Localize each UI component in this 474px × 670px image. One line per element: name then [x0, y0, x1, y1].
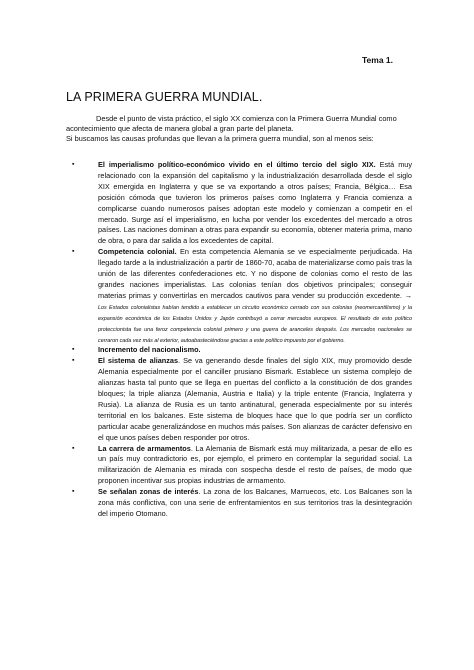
item-label: La carrera de armamentos [98, 443, 191, 453]
topic-number: Tema 1. [362, 55, 394, 65]
list-item [66, 345, 412, 356]
intro-paragraph: Desde el punto de vista práctico, el siglo XX comienza con la Primera Guerra Mundial como acontecimiento que afecta de manera global a gran parte del planeta. [66, 114, 397, 133]
bullet-icon: ▪ [72, 488, 75, 496]
introduction [66, 114, 408, 143]
page-title: LA PRIMERA GUERRA MUNDIAL. [66, 90, 263, 104]
item-text: . Se va generando desde finales del siglo XIX, muy promovido desde Alemania especialmente por el canciller prusiano Bismark. Establece un sistema complejo de alianzas hasta tal punto que se llega en puertas del conflicto a la constitución de dos grandes bloques; la triple alianza (Alemania, Austria e Italia) y la triple entente (Francia, Inglaterra y Rusia). La alianza de Rusia es un tanto antinatural, generada especialmente por su interés territorial en los balcanes. Este sistema de bloques hace que lo que podría ser un conflicto particular acabe generalizándose en muchos más países. Son alianzas de carácter defensivo en el que unos países deben responder por otros. [98, 356, 412, 442]
item-label: Competencia colonial. [98, 247, 177, 257]
list-item [66, 487, 412, 520]
item-text: . La Alemania de Bismark está muy militarizada, a pesar de ello es un país muy contradictorio es, por ejemplo, el primero en contemplar la seguridad social. La militarización de Alemania es mirada con sospecha desde el resto de países, de modo que proponen incentivar sus propias industrias de armamento. [98, 443, 412, 486]
item-note: Los Estados colonialistas habían tendido a establecer un circuito económico cerrado con sus colonias (neomercantilismo) y la expansión económica de los Estados Unidos y Japón contribuyó a cerrar mercados europeos. El resultado de esto político proteccionista fue una feroz competencia colonial primero y una guerra de aranceles después. Los mercados nacionales se cerraron cada vez más al exterior, autoabasteciéndose gracias a este político impuesto por el gobierno. [98, 304, 412, 344]
item-label: Incremento del nacionalismo. [98, 345, 201, 355]
bullet-icon: ▪ [72, 161, 75, 168]
list-item [66, 160, 412, 247]
list-item [66, 356, 412, 443]
bullet-icon: ▪ [72, 444, 75, 452]
causes-list [66, 160, 412, 520]
bullet-icon: ▪ [72, 346, 75, 354]
item-text: Está muy relacionado con la expansión del capitalismo y la industrialización desarrollada desde el siglo XIX emergida en Inglaterra y que se va exportando a otros países; Francia, Bélgica… Esa posición cómoda que tuvieron los primeros países como Inglaterra y Francia comienza a complicarse cuando numerosos países adoptan este modelo y comienzan a competir en el mercado. Surge así el imperialismo, en lucha por vender los excedentes del mercado a otros países. Las naciones dominan a otras para expandir su economía, obtener materia prima, mano de obra, o para dar salida a los excedentes de capital. [98, 160, 412, 246]
item-label: El sistema de alianzas [98, 356, 179, 366]
list-item [66, 247, 412, 345]
intro-causes-lead: Si buscamos las causas profundas que llevan a la primera guerra mundial, son al menos seis: [66, 133, 374, 143]
item-text: En esta competencia Alemania se ve especialmente perjudicada. Ha llegado tarde a la industrialización a partir de 1860-70, acaba de materializarse como país tras la unión de las diferentes confederaciones etc. Y no dispone de colonias como el resto de las grandes naciones imperialistas. Las colonias tenían dos objetivos principales; conseguir materias primas y convertirlas en mercados cautivos para vender su producción excedente. → [98, 247, 412, 300]
item-label: El imperialismo político-económico vivido en el último tercio del siglo XIX. [98, 160, 376, 169]
bullet-icon: ▪ [72, 248, 75, 256]
list-item [66, 444, 412, 488]
item-label: Se señalan zonas de interés [98, 487, 199, 497]
item-text: . La zona de los Balcanes, Marruecos, etc. Los Balcanes son la zona más conflictiva, con una serie de enfrentamientos en sus territorios tras la desintegración del imperio Otomano. [98, 487, 412, 518]
bullet-icon: ▪ [72, 357, 75, 365]
